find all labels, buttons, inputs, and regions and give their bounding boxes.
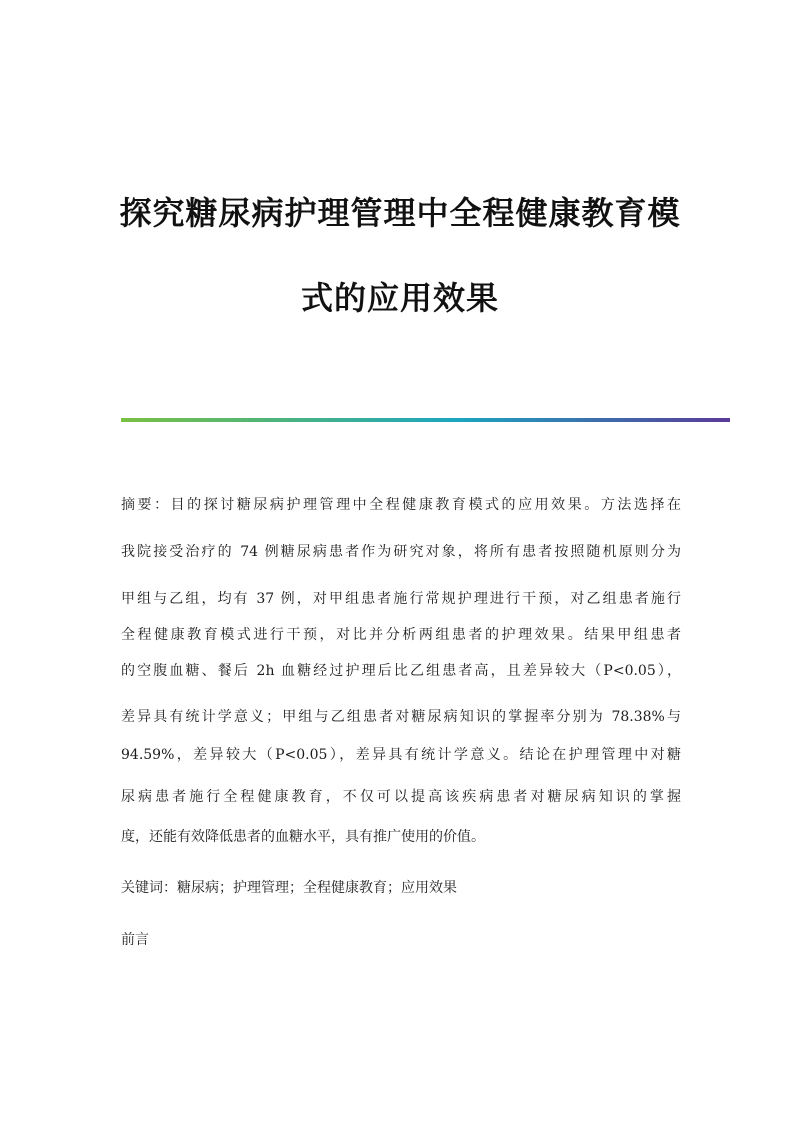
page-title-line-1: 探究糖尿病护理管理中全程健康教育模 — [119, 194, 681, 232]
section-heading-introduction: 前言 — [121, 932, 149, 948]
abstract-line: 摘要：目的探讨糖尿病护理管理中全程健康教育模式的应用效果。方法选择在 — [121, 497, 681, 513]
abstract-line: 全程健康教育模式进行干预，对比并分析两组患者的护理效果。结果甲组患者 — [121, 627, 681, 643]
abstract-line: 差异具有统计学意义；甲组与乙组患者对糖尿病知识的掌握率分别为 78.38%与 — [121, 709, 681, 725]
abstract-line: 甲组与乙组，均有 37 例，对甲组患者施行常规护理进行干预，对乙组患者施行 — [121, 591, 681, 607]
keywords: 关键词：糖尿病；护理管理；全程健康教育；应用效果 — [121, 880, 457, 896]
page-title-line-2: 式的应用效果 — [300, 279, 499, 317]
abstract-line: 度，还能有效降低患者的血糖水平，具有推广使用的价值。 — [121, 829, 485, 845]
abstract-line: 94.59%，差异较大（P<0.05），差异具有统计学意义。结论在护理管理中对糖 — [121, 747, 681, 763]
abstract-line: 我院接受治疗的 74 例糖尿病患者作为研究对象，将所有患者按照随机原则分为 — [121, 544, 681, 560]
gradient-divider — [121, 418, 730, 422]
abstract-line: 的空腹血糖、餐后 2h 血糖经过护理后比乙组患者高，且差异较大（P<0.05）， — [121, 663, 681, 679]
abstract-line: 尿病患者施行全程健康教育，不仅可以提高该疾病患者对糖尿病知识的掌握 — [121, 789, 681, 805]
